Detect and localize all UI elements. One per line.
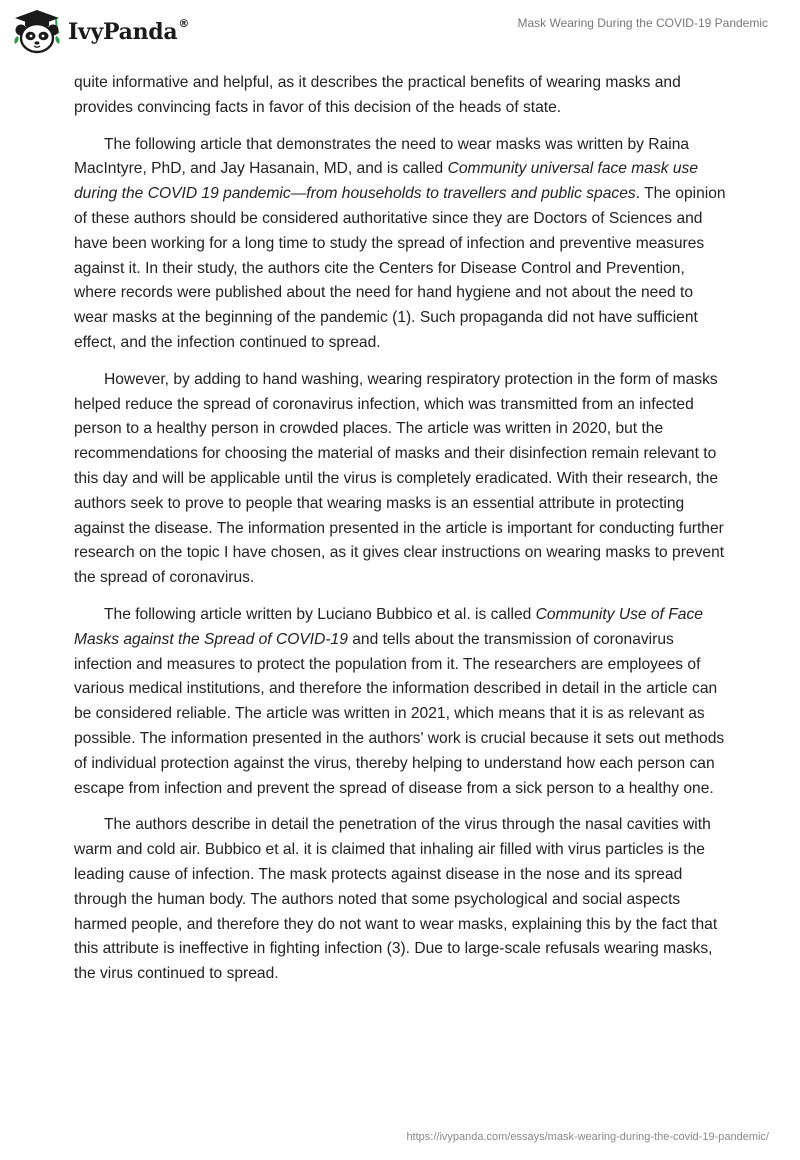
paragraph-macintyre-article: The following article that demonstrates the need to wear masks was written by Raina MacIntyre, PhD, and Jay Hasanain, MD, and is called Community universal face mask use during the COVID 19 pandemic—from households to travellers and public spaces. The opinion of these authors should be considered authoritative since they are Doctors of Sciences and have been working for a long time to study the spread of infection and preventive measures against it. In their study, the authors cite the Centers for Disease Control and Prevention, where records were published about the need for hand hygiene and not about the need to wear masks at the beginning of the pandemic (1). Such propaganda did not have sufficient effect, and the infection continued to spread.: [74, 135, 726, 351]
registered-mark: ®: [178, 17, 190, 30]
brand-name: IvyPanda®: [68, 17, 190, 45]
paragraph-bubbico-article: The following article written by Luciano Bubbico et al. is called Community Use of Face Masks against the Spread of COVID-19 and tells about the transmission of coronavirus infection and measures to protect the population from it. The researchers are employees of various medical institutions, and therefore the information described in detail in the article can be considered reliable. The article was written in 2021, which means that it is as relevant as possible. The information presented in the authors' work is crucial because it sets out methods of individual protection against the virus, thereby helping to understand how each person can escape from infection and prevent the spread of disease from a sick person to a healthy one.: [74, 605, 725, 797]
article-title-community-universal: Community universal face mask use during the COVID 19 pandemic—from households to travellers and public spaces: [74, 160, 699, 203]
document-title: Mask Wearing During the COVID-19 Pandemic: [517, 16, 768, 30]
article-title-community-use: Community Use of Face Masks against the Spread of COVID-19: [74, 605, 703, 648]
paragraph-nasal-cavities: The authors describe in detail the penetration of the virus through the nasal cavities with warm and cold air. Bubbico et al. it is claimed that inhaling air filled with virus particles is the leading cause of infection. The mask protects against disease in the nose and its spread through the human body. The authors noted that some psychological and social aspects harmed people, and therefore they do not want to wear masks, explaining this by the fact that this attribute is ineffective in fighting infection (3). Due to large-scale refusals wearing masks, the virus continued to spread.: [74, 816, 718, 983]
paragraph-continuation: quite informative and helpful, as it describes the practical benefits of wearing masks and provides convincing facts in favor of this decision of the heads of state.: [74, 74, 681, 116]
ivypanda-logo[interactable]: [12, 8, 189, 54]
source-url-link[interactable]: https://ivypanda.com/essays/mask-wearing-during-the-covid-19-pandemic/: [406, 1131, 769, 1143]
paragraph-hand-washing: However, by adding to hand washing, wearing respiratory protection in the form of masks helped reduce the spread of coronavirus infection, which was transmitted from an infected person to a healthy person in crowded places. The article was written in 2020, but the recommendations for choosing the material of masks and their disinfection remain relevant to this day and will be applicable until the virus is completely eradicated. With their research, the authors seek to prove to people that wearing masks is an essential attribute in protecting against the disease. The information presented in the article is important for conducting further research on the topic I have chosen, as it gives clear instructions on wearing masks to prevent the spread of coronavirus.: [74, 370, 725, 587]
panda-graduate-icon: [12, 8, 62, 54]
essay-body: [74, 71, 729, 999]
page-header: [0, 0, 800, 64]
